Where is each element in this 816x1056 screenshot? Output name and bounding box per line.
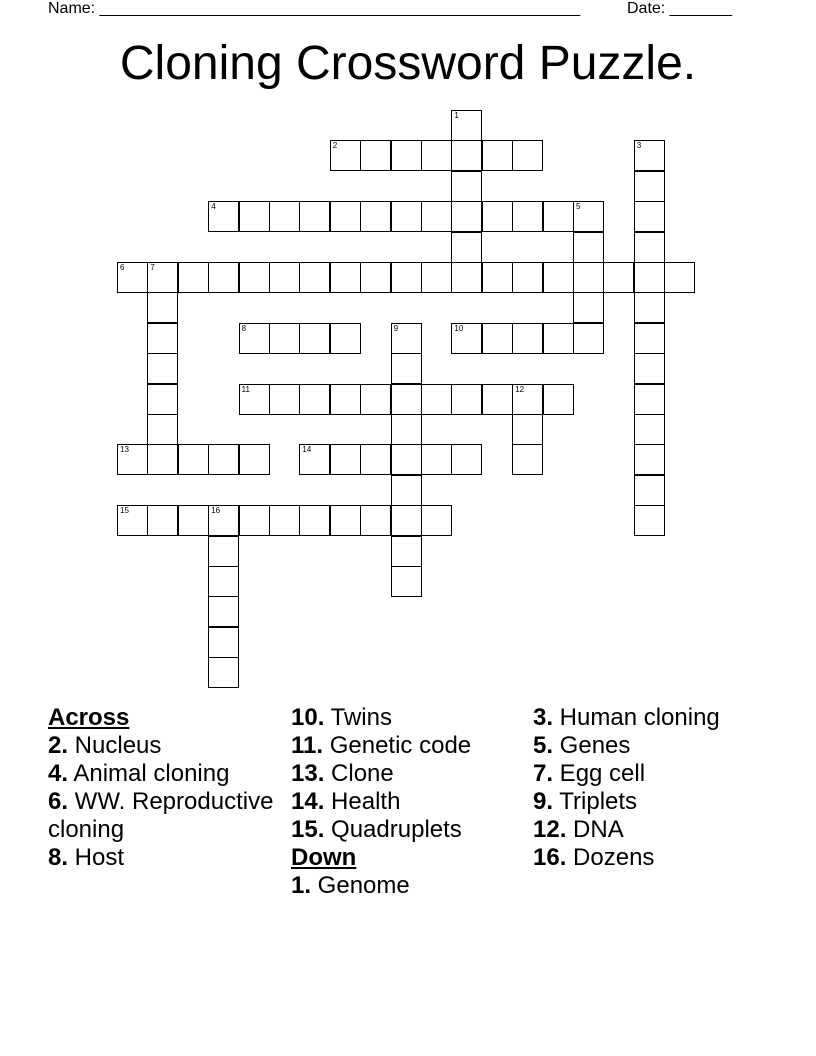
- clue-number: 16: [211, 506, 221, 516]
- grid-cell[interactable]: [178, 505, 209, 536]
- clue-item-number: 10.: [291, 704, 325, 731]
- grid-cell[interactable]: [391, 201, 422, 232]
- grid-cell[interactable]: [391, 353, 422, 384]
- clue-item-text: Genes: [553, 732, 631, 759]
- grid-cell[interactable]: [573, 201, 604, 232]
- grid-cell[interactable]: [330, 505, 361, 536]
- clue-item: [291, 704, 521, 732]
- clue-item-number: 13.: [291, 760, 325, 787]
- grid-cell[interactable]: [634, 292, 665, 323]
- clue-item-number: 9.: [533, 788, 554, 815]
- clue-item: [48, 760, 278, 788]
- grid-cell[interactable]: [208, 657, 239, 688]
- grid-cell[interactable]: [299, 201, 330, 232]
- clue-number: 4: [211, 202, 216, 212]
- grid-cell[interactable]: [421, 201, 452, 232]
- clue-item-text: Dozens: [566, 844, 655, 871]
- clue-item: [48, 788, 278, 844]
- grid-cell[interactable]: [451, 323, 482, 354]
- grid-cell[interactable]: [391, 262, 422, 293]
- grid-cell[interactable]: [330, 201, 361, 232]
- grid-cell[interactable]: [239, 262, 270, 293]
- grid-cell[interactable]: [421, 262, 452, 293]
- grid-cell[interactable]: [208, 627, 239, 658]
- grid-cell[interactable]: [360, 505, 391, 536]
- clue-item-text: Twins: [324, 704, 392, 731]
- grid-cell[interactable]: [208, 505, 239, 536]
- grid-cell[interactable]: [573, 262, 604, 293]
- grid-cell[interactable]: [451, 201, 482, 232]
- clue-item-number: 6.: [48, 788, 69, 815]
- grid-cell[interactable]: [482, 384, 513, 415]
- grid-cell[interactable]: [391, 414, 422, 445]
- grid-cell[interactable]: [391, 323, 422, 354]
- grid-cell[interactable]: [391, 566, 422, 597]
- grid-cell[interactable]: [391, 505, 422, 536]
- grid-cell[interactable]: [482, 140, 513, 171]
- clue-number: 14: [302, 445, 312, 455]
- grid-cell[interactable]: [421, 505, 452, 536]
- grid-cell[interactable]: [634, 323, 665, 354]
- grid-cell[interactable]: [634, 475, 665, 506]
- grid-cell[interactable]: [239, 384, 270, 415]
- grid-cell[interactable]: [117, 444, 148, 475]
- grid-cell[interactable]: [239, 323, 270, 354]
- grid-cell[interactable]: [117, 262, 148, 293]
- grid-cell[interactable]: [208, 444, 239, 475]
- clue-item: [533, 732, 763, 760]
- grid-cell[interactable]: [269, 505, 300, 536]
- grid-cell[interactable]: [299, 262, 330, 293]
- grid-cell[interactable]: [543, 201, 574, 232]
- grid-cell[interactable]: [634, 353, 665, 384]
- clue-item: [533, 788, 763, 816]
- grid-cell[interactable]: [634, 140, 665, 171]
- grid-cell[interactable]: [147, 384, 178, 415]
- clue-item-number: 14.: [291, 788, 325, 815]
- clue-number: 13: [120, 445, 129, 455]
- clue-item-number: 7.: [533, 760, 554, 787]
- grid-cell[interactable]: [208, 262, 239, 293]
- clue-item-number: 4.: [48, 760, 69, 787]
- grid-cell[interactable]: [147, 292, 178, 323]
- clue-item-text: Clone: [324, 760, 394, 787]
- clue-number: 5: [576, 202, 581, 212]
- clue-item-text: DNA: [566, 816, 624, 843]
- grid-cell[interactable]: [360, 444, 391, 475]
- grid-cell[interactable]: [512, 262, 543, 293]
- grid-cell[interactable]: [391, 384, 422, 415]
- grid-cell[interactable]: [634, 384, 665, 415]
- clue-item: [291, 732, 521, 760]
- clue-number: 1: [454, 111, 459, 120]
- grid-cell[interactable]: [269, 323, 300, 354]
- grid-cell[interactable]: [391, 140, 422, 171]
- grid-cell[interactable]: [330, 140, 361, 171]
- clue-item-number: 2.: [48, 732, 69, 759]
- grid-cell[interactable]: [147, 444, 178, 475]
- grid-cell[interactable]: [360, 384, 391, 415]
- clues-column-3: [533, 704, 763, 872]
- grid-cell[interactable]: [421, 140, 452, 171]
- clue-item-number: 8.: [48, 844, 69, 871]
- clue-section-heading: Across: [48, 704, 130, 731]
- grid-cell[interactable]: [269, 384, 300, 415]
- clue-number: 11: [241, 384, 250, 394]
- clue-item: [533, 816, 763, 844]
- grid-cell[interactable]: [299, 384, 330, 415]
- grid-cell[interactable]: [512, 444, 543, 475]
- grid-cell[interactable]: [603, 262, 634, 293]
- grid-cell[interactable]: [451, 110, 482, 141]
- clue-item-text: Genetic code: [323, 732, 472, 759]
- clue-item-text: Triplets: [553, 788, 638, 815]
- clues-column-1: [48, 704, 278, 872]
- grid-cell[interactable]: [634, 444, 665, 475]
- clue-item-number: 12.: [533, 816, 567, 843]
- grid-cell[interactable]: [512, 140, 543, 171]
- clue-item-number: 3.: [533, 704, 554, 731]
- grid-cell[interactable]: [421, 384, 452, 415]
- grid-cell[interactable]: [664, 262, 695, 293]
- clues-column-2: [291, 704, 521, 900]
- grid-cell[interactable]: [117, 505, 148, 536]
- clue-item: [533, 760, 763, 788]
- grid-cell[interactable]: [330, 323, 361, 354]
- clue-item: [291, 872, 521, 900]
- grid-cell[interactable]: [330, 444, 361, 475]
- grid-cell[interactable]: [299, 505, 330, 536]
- grid-cell[interactable]: [299, 444, 330, 475]
- grid-cell[interactable]: [330, 384, 361, 415]
- clue-number: 15: [120, 506, 129, 516]
- clue-number: 12: [515, 384, 525, 394]
- grid-cell[interactable]: [451, 444, 482, 475]
- clue-item-text: Quadruplets: [324, 816, 462, 843]
- grid-cell[interactable]: [573, 323, 604, 354]
- grid-cell[interactable]: [239, 444, 270, 475]
- grid-cell[interactable]: [512, 414, 543, 445]
- clue-item: [48, 732, 278, 760]
- grid-cell[interactable]: [451, 262, 482, 293]
- grid-cell[interactable]: [208, 201, 239, 232]
- clue-item: [48, 844, 278, 872]
- clue-number: 6: [120, 263, 125, 272]
- clue-number: 10: [454, 323, 464, 333]
- clue-number: 9: [393, 323, 399, 333]
- clue-number: 2: [332, 141, 338, 151]
- clue-item: [291, 760, 521, 788]
- grid-cell[interactable]: [573, 292, 604, 323]
- grid-cell[interactable]: [239, 505, 270, 536]
- page-title: Cloning Crossword Puzzle.: [119, 37, 697, 90]
- grid-cell[interactable]: [543, 384, 574, 415]
- clue-item-text: Health: [324, 788, 401, 815]
- grid-cell[interactable]: [512, 384, 543, 415]
- grid-cell[interactable]: [543, 323, 574, 354]
- grid-cell[interactable]: [482, 262, 513, 293]
- grid-cell[interactable]: [391, 536, 422, 567]
- clue-item-number: 5.: [533, 732, 554, 759]
- grid-cell[interactable]: [421, 444, 452, 475]
- clue-number: 8: [241, 323, 247, 333]
- clue-item-text: Animal cloning: [68, 760, 230, 787]
- grid-cell[interactable]: [451, 232, 482, 263]
- grid-cell[interactable]: [147, 505, 178, 536]
- grid-cell[interactable]: [482, 323, 513, 354]
- grid-cell[interactable]: [147, 414, 178, 445]
- grid-cell[interactable]: [299, 323, 330, 354]
- grid-cell[interactable]: [573, 232, 604, 263]
- clue-item-text: Egg cell: [553, 760, 646, 787]
- clue-item-number: 16.: [533, 844, 567, 871]
- clue-item-text: Host: [68, 844, 125, 871]
- date-field-label: Date: _______: [627, 0, 732, 17]
- grid-cell[interactable]: [634, 262, 665, 293]
- grid-cell[interactable]: [330, 262, 361, 293]
- grid-cell[interactable]: [634, 414, 665, 445]
- grid-cell[interactable]: [239, 201, 270, 232]
- grid-cell[interactable]: [208, 536, 239, 567]
- grid-cell[interactable]: [269, 262, 300, 293]
- grid-cell[interactable]: [178, 262, 209, 293]
- clue-item-number: 15.: [291, 816, 325, 843]
- grid-cell[interactable]: [634, 505, 665, 536]
- clue-item: [533, 844, 763, 872]
- grid-cell[interactable]: [512, 201, 543, 232]
- grid-cell[interactable]: [482, 201, 513, 232]
- grid-cell[interactable]: [208, 596, 239, 627]
- grid-cell[interactable]: [360, 140, 391, 171]
- grid-cell[interactable]: [451, 171, 482, 202]
- clue-item: [291, 816, 521, 844]
- grid-cell[interactable]: [634, 171, 665, 202]
- grid-cell[interactable]: [512, 323, 543, 354]
- clue-item-text: Genome: [311, 872, 410, 899]
- grid-cell[interactable]: [360, 262, 391, 293]
- clue-item-text: Human cloning: [553, 704, 720, 731]
- grid-cell[interactable]: [360, 201, 391, 232]
- grid-cell[interactable]: [178, 444, 209, 475]
- grid-cell[interactable]: [147, 262, 178, 293]
- clue-item-text: Nucleus: [68, 732, 162, 759]
- clue-section-heading: Down: [291, 844, 357, 871]
- grid-cell[interactable]: [208, 566, 239, 597]
- clue-item-text: WW. Reproductive cloning: [48, 788, 274, 843]
- grid-cell[interactable]: [269, 201, 300, 232]
- clue-number: 7: [150, 263, 155, 272]
- grid-cell[interactable]: [147, 323, 178, 354]
- grid-cell[interactable]: [634, 201, 665, 232]
- clue-item-number: 11.: [291, 732, 324, 759]
- grid-cell[interactable]: [391, 444, 422, 475]
- name-field-label: Name: ______________________________________________________: [48, 0, 581, 17]
- clue-number: 3: [636, 141, 642, 151]
- grid-cell[interactable]: [543, 262, 574, 293]
- grid-cell[interactable]: [451, 384, 482, 415]
- grid-cell[interactable]: [634, 232, 665, 263]
- grid-cell[interactable]: [451, 140, 482, 171]
- clue-item: [533, 704, 763, 732]
- grid-cell[interactable]: [147, 353, 178, 384]
- clue-item: [291, 788, 521, 816]
- clue-item-number: 1.: [291, 872, 312, 899]
- grid-cell[interactable]: [391, 475, 422, 506]
